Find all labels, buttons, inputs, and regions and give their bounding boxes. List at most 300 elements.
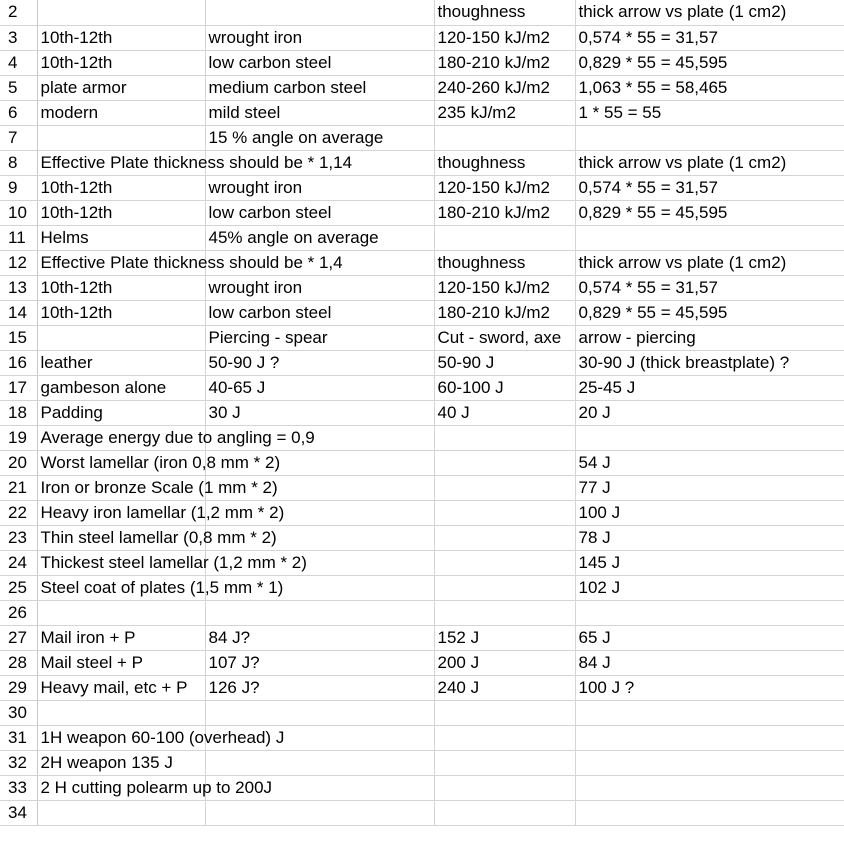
cell-col-c-text: 200 J [437,652,480,672]
row-header[interactable] [0,750,37,775]
cell-col-d[interactable] [575,750,844,775]
row-header-text: 20 [8,452,27,472]
cell-col-c[interactable] [434,225,575,250]
cell-col-a-text: 2 H cutting polearm up to 200J [40,777,273,797]
cell-col-d[interactable] [575,25,844,50]
cell-col-c-text: 40 J [437,402,470,422]
cell-col-a-text: Heavy mail, etc + P [40,677,188,697]
row-header-text: 3 [8,27,18,47]
cell-col-d[interactable] [575,725,844,750]
cell-col-a[interactable] [37,225,205,250]
cell-col-d[interactable] [575,575,844,600]
cell-col-c[interactable] [434,625,575,650]
row-header[interactable] [0,0,37,25]
cell-col-d[interactable] [575,600,844,625]
cell-col-a[interactable] [37,300,205,325]
cell-col-c-text: 180-210 kJ/m2 [437,302,550,322]
cell-col-a[interactable] [37,50,205,75]
cell-col-c[interactable] [434,650,575,675]
cell-col-d-text: 145 J [578,552,621,572]
cell-col-a[interactable] [37,750,205,775]
table-row [0,25,844,50]
cell-col-c[interactable] [434,275,575,300]
cell-col-d[interactable] [575,700,844,725]
cell-col-c-text: 180-210 kJ/m2 [437,202,550,222]
cell-col-c[interactable] [434,200,575,225]
table-row [0,250,844,275]
cell-col-c[interactable] [434,800,575,825]
row-header[interactable] [0,525,37,550]
cell-col-a[interactable] [37,250,343,275]
cell-col-c[interactable] [434,100,575,125]
cell-col-d[interactable] [575,275,844,300]
cell-col-c-text: 180-210 kJ/m2 [437,52,550,72]
cell-col-d[interactable] [575,675,844,700]
cell-col-c-text: 235 kJ/m2 [437,102,516,122]
cell-col-d[interactable] [575,475,844,500]
cell-col-d-text: 100 J [578,502,621,522]
cell-col-c[interactable] [434,400,575,425]
row-header-text: 6 [8,102,18,122]
cell-col-c[interactable] [434,375,575,400]
cell-col-d[interactable] [575,375,844,400]
row-header[interactable] [0,100,37,125]
table-row [0,725,844,750]
cell-col-a[interactable] [37,100,205,125]
table-row [0,175,844,200]
cell-col-a[interactable] [37,475,278,500]
row-header[interactable] [0,50,37,75]
cell-col-a[interactable] [37,200,205,225]
row-header[interactable] [0,375,37,400]
cell-col-b-text: low carbon steel [208,202,332,222]
row-header-text: 30 [8,702,27,722]
cell-col-d-text: 0,829 * 55 = 45,595 [578,52,728,72]
row-header-text: 21 [8,477,27,497]
table-row [0,50,844,75]
cell-col-a[interactable] [37,150,353,175]
row-header[interactable] [0,775,37,800]
table-row [0,700,844,725]
table-row [0,75,844,100]
cell-col-a[interactable] [37,25,205,50]
cell-col-b-text: 84 J? [208,627,251,647]
cell-col-d-text: 102 J [578,577,621,597]
cell-col-c-text: 240 J [437,677,480,697]
row-header[interactable] [0,325,37,350]
cell-col-c[interactable] [434,725,575,750]
cell-col-b[interactable] [205,0,434,25]
cell-col-c-text: thoughness [437,152,526,172]
row-header-text: 11 [8,227,26,247]
cell-col-d-text: 0,574 * 55 = 31,57 [578,277,718,297]
cell-col-c[interactable] [434,500,575,525]
cell-col-a[interactable] [37,175,205,200]
row-header[interactable] [0,675,37,700]
table-row [0,675,844,700]
cell-col-d[interactable] [575,200,844,225]
row-header-text: 5 [8,77,18,97]
table-row [0,800,844,825]
row-header[interactable] [0,25,37,50]
row-header[interactable] [0,450,37,475]
cell-col-a[interactable] [37,75,205,100]
cell-col-d[interactable] [575,525,844,550]
table-row [0,125,844,150]
table-row [0,150,844,175]
row-header-text: 26 [8,602,27,622]
table-row [0,225,844,250]
cell-col-a[interactable] [37,625,205,650]
table-row [0,100,844,125]
cell-col-d[interactable] [575,175,844,200]
cell-col-c-text: 120-150 kJ/m2 [437,27,550,47]
cell-col-c[interactable] [434,75,575,100]
cell-col-b[interactable] [205,700,434,725]
cell-col-a-text: 10th-12th [40,277,113,297]
row-header[interactable] [0,800,37,825]
row-header[interactable] [0,225,37,250]
cell-col-d[interactable] [575,300,844,325]
cell-col-c-text: thoughness [437,2,526,22]
cell-col-c[interactable] [434,175,575,200]
cell-col-d-text: 0,574 * 55 = 31,57 [578,177,718,197]
cell-col-c-text: 240-260 kJ/m2 [437,77,550,97]
cell-col-c[interactable] [434,475,575,500]
cell-col-d[interactable] [575,125,844,150]
cell-col-a[interactable] [37,400,205,425]
row-header-text: 18 [8,402,27,422]
row-header[interactable] [0,600,37,625]
table-row [0,400,844,425]
cell-col-d-text: 0,829 * 55 = 45,595 [578,202,728,222]
row-header-text: 28 [8,652,27,672]
cell-col-b[interactable] [205,175,434,200]
row-header-text: 9 [8,177,18,197]
cell-col-c-text: 50-90 J [437,352,495,372]
row-header-text: 7 [8,127,18,147]
cell-col-c[interactable] [434,675,575,700]
cell-col-d-text: thick arrow vs plate (1 cm2) [578,252,787,272]
row-header-text: 33 [8,777,27,797]
row-header[interactable] [0,250,37,275]
cell-col-d-text: arrow - piercing [578,327,696,347]
cell-col-b-text: 40-65 J [208,377,266,397]
cell-col-a[interactable] [37,675,205,700]
cell-col-a-text: Worst lamellar (iron 0,8 mm * 2) [40,452,281,472]
table-row [0,425,844,450]
row-header-text: 12 [8,252,27,272]
table-row [0,475,844,500]
cell-col-b-text: mild steel [208,102,281,122]
cell-col-a[interactable] [37,700,205,725]
cell-col-d-text: 0,829 * 55 = 45,595 [578,302,728,322]
cell-col-a-text: modern [40,102,99,122]
row-header[interactable] [0,300,37,325]
cell-col-c[interactable] [434,325,575,350]
row-header[interactable] [0,425,37,450]
table-row [0,300,844,325]
row-header-text: 25 [8,577,27,597]
cell-col-b-text: Piercing - spear [208,327,328,347]
cell-col-c[interactable] [434,575,575,600]
row-header[interactable] [0,575,37,600]
cell-col-c[interactable] [434,450,575,475]
cell-col-c[interactable] [434,125,575,150]
row-header[interactable] [0,75,37,100]
row-header-text: 17 [8,377,27,397]
cell-col-a[interactable] [37,125,205,150]
cell-col-a-text: Effective Plate thickness should be * 1,14 [40,152,353,172]
cell-col-b[interactable] [205,100,434,125]
cell-col-c[interactable] [434,700,575,725]
row-header[interactable] [0,625,37,650]
cell-col-d[interactable] [575,500,844,525]
cell-col-b[interactable] [205,400,434,425]
cell-col-c[interactable] [434,775,575,800]
row-header[interactable] [0,500,37,525]
cell-col-c[interactable] [434,750,575,775]
cell-col-a-text: Thin steel lamellar (0,8 mm * 2) [40,527,277,547]
row-header-text: 14 [8,302,27,322]
row-header[interactable] [0,650,37,675]
table-row [0,775,844,800]
cell-col-a-text: 10th-12th [40,302,113,322]
cell-col-d-text: 1 * 55 = 55 [578,102,662,122]
cell-col-a-text: Heavy iron lamellar (1,2 mm * 2) [40,502,285,522]
cell-col-a-text: Mail steel + P [40,652,144,672]
cell-col-a[interactable] [37,275,205,300]
row-header[interactable] [0,350,37,375]
row-header[interactable] [0,550,37,575]
table-row [0,0,844,25]
cell-col-b-text: wrought iron [208,27,303,47]
cell-col-c-text: thoughness [437,252,526,272]
table-row [0,375,844,400]
row-header-text: 10 [8,202,27,222]
cell-col-b-text: low carbon steel [208,52,332,72]
cell-col-d[interactable] [575,250,844,275]
row-header-text: 34 [8,802,27,822]
cell-col-a[interactable] [37,650,205,675]
row-header-text: 8 [8,152,18,172]
cell-col-d[interactable] [575,75,844,100]
cell-col-b[interactable] [205,25,434,50]
cell-col-d[interactable] [575,325,844,350]
row-header[interactable] [0,400,37,425]
table-row [0,625,844,650]
cell-col-a-text: Padding [40,402,103,422]
cell-col-b[interactable] [205,275,434,300]
cell-col-b[interactable] [205,600,434,625]
cell-col-a-text: Helms [40,227,89,247]
cell-col-a[interactable] [37,800,205,825]
table-row [0,350,844,375]
cell-col-d-text: 78 J [578,527,611,547]
cell-col-d-text: thick arrow vs plate (1 cm2) [578,152,787,172]
table-row [0,650,844,675]
cell-col-a-text: 10th-12th [40,202,113,222]
cell-col-a-text: Thickest steel lamellar (1,2 mm * 2) [40,552,307,572]
row-header-text: 16 [8,352,27,372]
row-header[interactable] [0,725,37,750]
cell-col-d-text: 30-90 J (thick breastplate) ? [578,352,790,372]
cell-col-b[interactable] [205,200,434,225]
cell-col-b-text: 30 J [208,402,241,422]
table-row [0,325,844,350]
cell-col-a[interactable] [37,325,205,350]
cell-col-d-text: 100 J ? [578,677,635,697]
row-header-text: 27 [8,627,27,647]
cell-col-c-text: 152 J [437,627,480,647]
row-header[interactable] [0,175,37,200]
cell-col-d[interactable] [575,350,844,375]
table-row [0,450,844,475]
cell-col-c[interactable] [434,600,575,625]
cell-col-d-text: 1,063 * 55 = 58,465 [578,77,728,97]
cell-col-a-text: Steel coat of plates (1,5 mm * 1) [40,577,284,597]
cell-col-a[interactable] [37,725,285,750]
cell-col-c-text: 60-100 J [437,377,504,397]
cell-col-a[interactable] [37,775,273,800]
cell-col-b[interactable] [205,625,434,650]
cell-col-c[interactable] [434,425,575,450]
cell-col-a-text: leather [40,352,93,372]
cell-col-d[interactable] [575,150,844,175]
cell-col-d[interactable] [575,625,844,650]
row-header-text: 2 [8,2,18,22]
cell-col-b[interactable] [205,750,434,775]
cell-col-d-text: 77 J [578,477,611,497]
cell-col-c[interactable] [434,525,575,550]
cell-col-d-text: thick arrow vs plate (1 cm2) [578,2,787,22]
cell-col-c[interactable] [434,250,575,275]
cell-col-c-text: 120-150 kJ/m2 [437,177,550,197]
row-header-text: 29 [8,677,27,697]
cell-col-b-text: 126 J? [208,677,260,697]
cell-col-d[interactable] [575,775,844,800]
cell-col-d-text: 54 J [578,452,611,472]
cell-col-b-text: 107 J? [208,652,260,672]
cell-col-b[interactable] [205,350,434,375]
cell-col-d[interactable] [575,225,844,250]
row-header-text: 4 [8,52,18,72]
cell-col-d[interactable] [575,425,844,450]
cell-col-a[interactable] [37,525,277,550]
cell-col-c[interactable] [434,25,575,50]
cell-col-a-text: Effective Plate thickness should be * 1,4 [40,252,343,272]
table-row [0,500,844,525]
row-header-text: 13 [8,277,27,297]
cell-col-b[interactable] [205,375,434,400]
cell-col-c[interactable] [434,550,575,575]
cell-col-d[interactable] [575,100,844,125]
cell-col-a-text: gambeson alone [40,377,167,397]
cell-col-b[interactable] [205,225,434,250]
cell-col-a-text: Average energy due to angling = 0,9 [40,427,315,447]
row-header-text: 32 [8,752,27,772]
cell-col-a[interactable] [37,0,205,25]
cell-col-b-text: wrought iron [208,277,303,297]
table-row [0,525,844,550]
row-header-text: 15 [8,327,27,347]
cell-col-c[interactable] [434,50,575,75]
cell-col-b[interactable] [205,650,434,675]
cell-col-d-text: 65 J [578,627,611,647]
table-row [0,750,844,775]
row-header-text: 22 [8,502,27,522]
cell-col-d[interactable] [575,450,844,475]
cell-col-a[interactable] [37,425,315,450]
table-row [0,575,844,600]
row-header-text: 24 [8,552,27,572]
cell-col-b[interactable] [205,125,434,150]
cell-col-a[interactable] [37,375,205,400]
cell-col-b-text: low carbon steel [208,302,332,322]
cell-col-d[interactable] [575,550,844,575]
row-header-text: 23 [8,527,27,547]
cell-col-d-text: 25-45 J [578,377,636,397]
cell-col-c[interactable] [434,150,575,175]
cell-col-c[interactable] [434,300,575,325]
cell-col-a-text: plate armor [40,77,127,97]
table-row [0,275,844,300]
cell-col-a[interactable] [37,600,205,625]
cell-col-a[interactable] [37,550,307,575]
cell-col-a-text: 2H weapon 135 J [40,752,173,772]
cell-col-b-text: wrought iron [208,177,303,197]
cell-col-d[interactable] [575,0,844,25]
row-header[interactable] [0,700,37,725]
cell-col-a[interactable] [37,500,285,525]
cell-col-b-text: medium carbon steel [208,77,367,97]
cell-col-d-text: 84 J [578,652,611,672]
cell-col-c-text: Cut - sword, axe [437,327,562,347]
row-header[interactable] [0,475,37,500]
cell-col-b[interactable] [205,675,434,700]
row-header-text: 31 [8,727,27,747]
cell-col-b[interactable] [205,50,434,75]
cell-col-d[interactable] [575,650,844,675]
cell-col-d[interactable] [575,800,844,825]
cell-col-a-text: 10th-12th [40,177,113,197]
cell-col-d[interactable] [575,400,844,425]
cell-col-a-text: 1H weapon 60-100 (overhead) J [40,727,285,747]
cell-col-c[interactable] [434,0,575,25]
cell-col-b[interactable] [205,300,434,325]
table-row [0,600,844,625]
cell-col-a[interactable] [37,350,205,375]
row-header[interactable] [0,200,37,225]
row-header[interactable] [0,125,37,150]
cell-col-a[interactable] [37,575,284,600]
cell-col-b[interactable] [205,325,434,350]
cell-col-b-text: 15 % angle on average [208,127,384,147]
cell-col-a-text: 10th-12th [40,52,113,72]
cell-col-c[interactable] [434,350,575,375]
cell-col-d-text: 20 J [578,402,611,422]
row-header[interactable] [0,275,37,300]
cell-col-a-text: 10th-12th [40,27,113,47]
cell-col-b[interactable] [205,75,434,100]
table-row [0,200,844,225]
cell-col-c-text: 120-150 kJ/m2 [437,277,550,297]
cell-col-a[interactable] [37,450,281,475]
table-row [0,550,844,575]
row-header[interactable] [0,150,37,175]
cell-col-d[interactable] [575,50,844,75]
cell-col-b[interactable] [205,800,434,825]
